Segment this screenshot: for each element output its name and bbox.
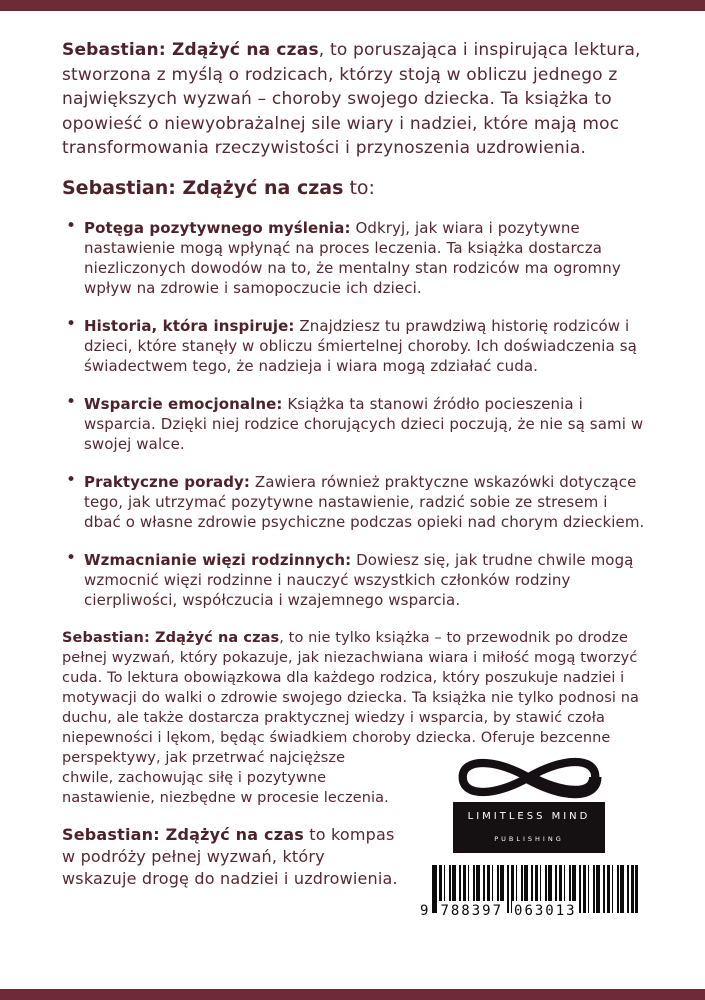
bullet-text: Książka ta stanowi źródło pocieszenia i wsparcia. Dzięki niej rodzice chorujących dzieci poczują, że nie są sami w swojej walce. xyxy=(84,394,644,453)
outro-text: to kompas w podróży pełnej wyzwań, który wskazuje drogę do nadziei i uzdrowienia. xyxy=(62,824,398,888)
bullet-text: Odkryj, jak wiara i pozytywne nastawienie mogą wpłynąć na proces leczenia. Ta książka dostarcza niezliczonych dowodów na to, że mentalny stan rodziców ma ogromny wpływ na zdrowie i samopoczucie ich dzieci. xyxy=(84,218,621,297)
closing-book-title: Sebastian: Zdążyć na czas xyxy=(62,629,280,646)
list-item xyxy=(62,316,645,376)
list-item xyxy=(62,472,645,532)
bullet-label: Praktyczne porady: xyxy=(84,472,251,491)
outro-book-title: Sebastian: Zdążyć na czas xyxy=(62,824,304,844)
bullet-label: Wsparcie emocjonalne: xyxy=(84,394,283,413)
bullet-text: Dowiesz się, jak trudne chwile mogą wzmocnić więzi rodzinne i nauczyć wszystkich członków rodziny cierpliwości, współczucia i wzajemnego wsparcia. xyxy=(84,550,634,609)
heading-book-title: Sebastian: Zdążyć na czas xyxy=(62,176,344,199)
bullet-label: Potęga pozytywnego myślenia: xyxy=(84,218,351,237)
heading-rest: to: xyxy=(343,176,375,199)
barcode-digit-group: 063013 xyxy=(514,902,577,919)
barcode-digit-group: 9 xyxy=(420,902,431,919)
list-item xyxy=(62,394,645,454)
intro-text: , to poruszająca i inspirująca lektura, stworzona z myślą o rodzicach, którzy stoją w obliczu jednego z największych wyzwań – choroby swojego dziecka. Ta książka to opowieść o niewyobrażalnej sile wiary i nadziei, które mają moc transformowania rzeczywistości i przynoszenia uzdrowienia. xyxy=(62,40,641,158)
barcode-digits xyxy=(418,901,640,921)
list-item xyxy=(62,550,645,610)
cover-content xyxy=(62,38,645,986)
list-heading xyxy=(62,176,645,201)
intro-paragraph xyxy=(62,38,645,161)
closing-text-after: chwile, zachowując siłę i pozytywne nastawienie, niezbędne w procesie leczenia. xyxy=(62,769,389,806)
feature-list xyxy=(62,218,645,610)
publisher-name: LIMITLESS MIND xyxy=(467,810,591,822)
publisher-subname: PUBLISHING xyxy=(494,834,564,843)
barcode-digit-group: 788397 xyxy=(440,902,504,919)
bullet-text: Znajdziesz tu prawdziwą historię rodziców i dzieci, które stanęły w obliczu śmiertelnej choroby. Ich doświadczenia są świadectwem tego, że nadzieja i wiara mogą zdziałać cuda. xyxy=(84,316,637,375)
list-item xyxy=(62,218,645,298)
bullet-label: Historia, która inspiruje: xyxy=(84,316,295,335)
barcode xyxy=(418,865,640,921)
infinity-icon xyxy=(445,748,613,806)
bullet-label: Wzmacnianie więzi rodzinnych: xyxy=(84,550,352,569)
top-border-band xyxy=(0,0,705,11)
publisher-name-box xyxy=(453,802,605,853)
publisher-brand-block xyxy=(413,748,645,921)
intro-book-title: Sebastian: Zdążyć na czas xyxy=(62,40,319,60)
bottom-border-band xyxy=(0,989,705,1000)
closing-text-before: , to nie tylko książka – to przewodnik po drodze pełnej wyzwań, który pokazuje, jak niezachwiana wiara i miłość mogą tworzyć cuda. To lektura obowiązkowa dla każdego rodzica, który poszukuje nadziei i motywacji do walki o zdrowie swojego dziecka. Ta książka nie tylko podnosi na duchu, ale także dostarcza praktycznej wiedzy i wsparcia, by stawić czoła niepewności i lękom, będąc świadkiem choroby dziecka. Oferuje bezcenne perspektywy, jak przetrwać najcięższe xyxy=(62,629,640,766)
bullet-text: Zawiera również praktyczne wskazówki dotyczące tego, jak utrzymać pozytywne nastawienie, radzić sobie ze stresem i dbać o własne zdrowie psychiczne podczas opieki nad chorym dzieckiem. xyxy=(84,472,645,531)
